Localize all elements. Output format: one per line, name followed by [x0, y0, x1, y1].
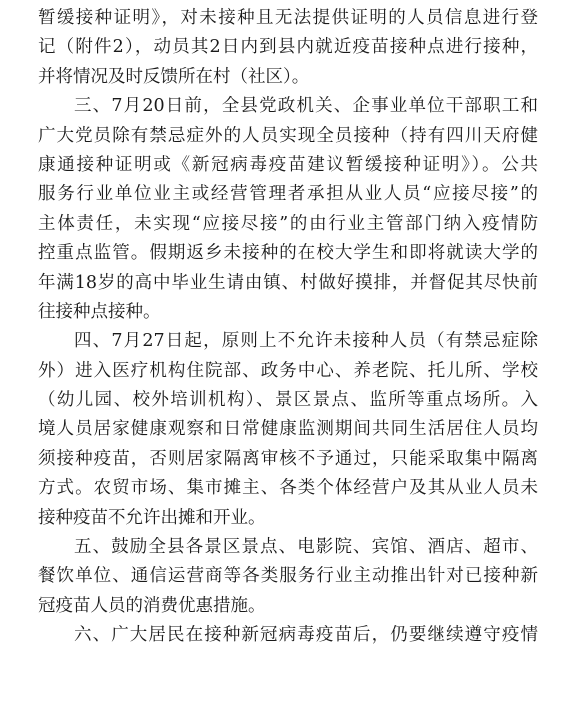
- text-line: 康通接种证明或《新冠病毒疫苗建议暂缓接种证明》）。公共: [38, 154, 538, 175]
- text-line: 方式。农贸市场、集市摊主、各类个体经营户及其从业人员未: [38, 478, 538, 499]
- text-line: 冠疫苗人员的消费优惠措施。: [38, 595, 266, 616]
- text-line: 境人员居家健康观察和日常健康监测期间共同生活居住人员均: [38, 419, 538, 440]
- text-line: 往接种点接种。: [38, 301, 161, 322]
- text-line: 控重点监管。假期返乡未接种的在校大学生和即将就读大学的: [38, 243, 538, 264]
- text-line: 并将情况及时反馈所在村（社区）。: [38, 66, 310, 87]
- text-line: 三、7月20日前，全县党政机关、企事业单位干部职工和: [74, 96, 538, 117]
- text-line: 五、鼓励全县各景区景点、电影院、宾馆、酒店、超市、: [74, 537, 538, 558]
- text-line: 六、广大居民在接种新冠病毒疫苗后，仍要继续遵守疫情: [74, 625, 538, 646]
- text-line: 主体责任，未实现“应接尽接”的由行业主管部门纳入疫情防: [38, 213, 538, 234]
- text-line: 四、7月27日起，原则上不允许未接种人员（有禁忌症除: [74, 331, 538, 352]
- text-line: 餐饮单位、通信运营商等各类服务行业主动推出针对已接种新: [38, 566, 538, 587]
- text-line: （幼儿园、校外培训机构）、景区景点、监所等重点场所。入: [38, 390, 538, 411]
- text-line: 服务行业单位业主或经营管理者承担从业人员“应接尽接”的: [38, 184, 538, 205]
- text-line: 暂缓接种证明》，对未接种且无法提供证明的人员信息进行登: [38, 8, 538, 28]
- text-line: 广大党员除有禁忌症外的人员实现全员接种（持有四川天府健: [38, 125, 538, 146]
- document-body: [38, 4, 538, 651]
- text-line: 外）进入医疗机构住院部、政务中心、养老院、托儿所、学校: [38, 360, 538, 381]
- text-line: 年满18岁的高中毕业生请由镇、村做好摸排，并督促其尽快前: [38, 272, 538, 293]
- text-line: 须接种疫苗，否则居家隔离审核不予通过，只能采取集中隔离: [38, 448, 538, 469]
- text-line: 记（附件2），动员其2日内到县内就近疫苗接种点进行接种，: [38, 37, 538, 58]
- text-line: 接种疫苗不允许出摊和开业。: [38, 507, 266, 528]
